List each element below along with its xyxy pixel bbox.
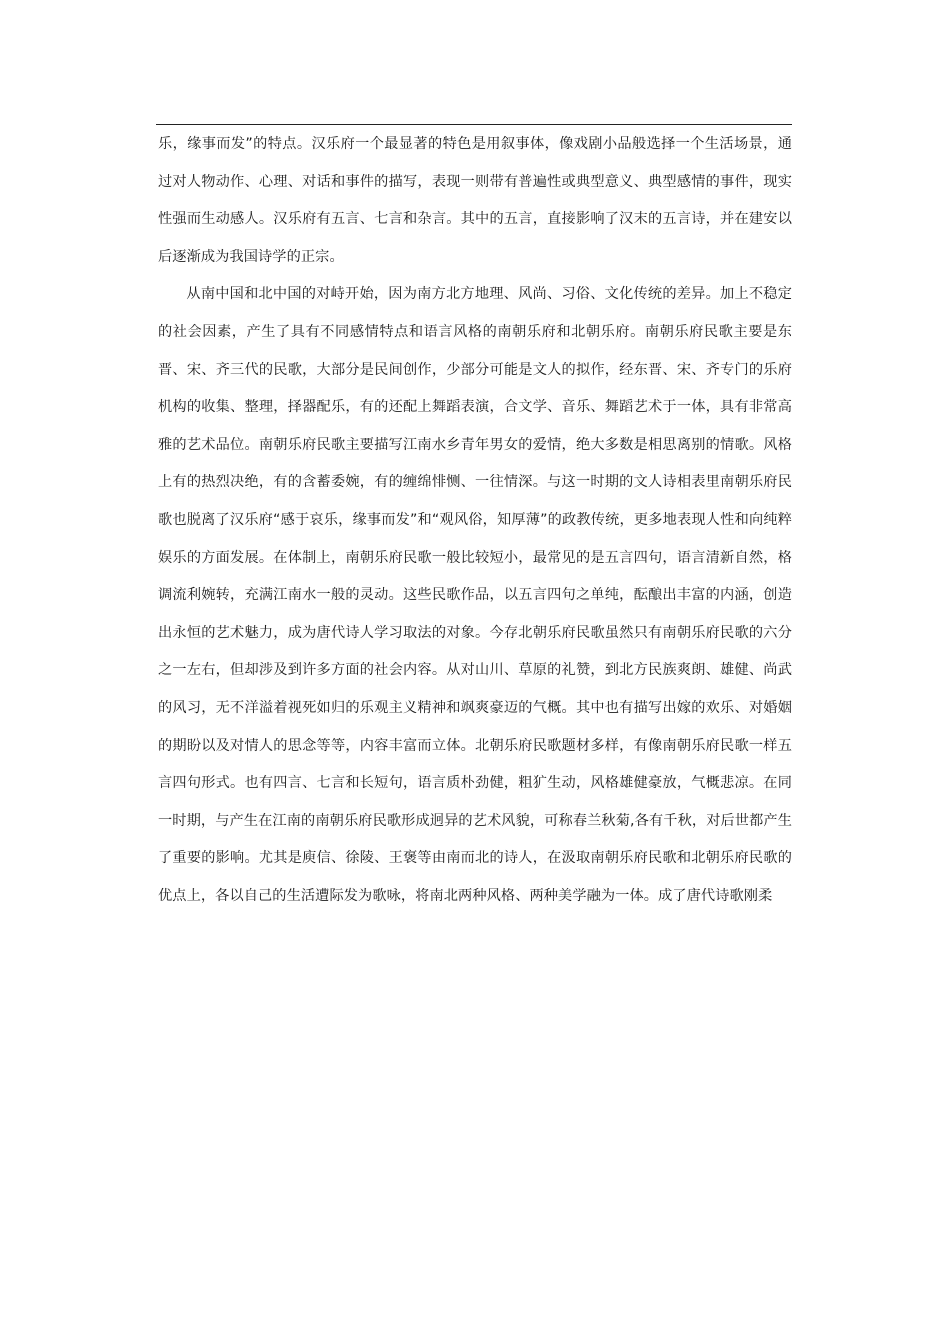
header-rule [156,124,792,125]
body-text [158,126,792,915]
paragraph-continuation: 乐，缘事而发”的特点。汉乐府一个最显著的特色是用叙事体，像戏剧小品般选择一个生活场景，通过对人物动作、心理、对话和事件的描写，表现一则带有普遍性或典型意义、典型感情的事件，现实性强而生动感人。汉乐府有五言、七言和杂言。其中的五言，直接影响了汉末的五言诗，并在建安以后逐渐成为我国诗学的正宗。 [158,136,792,265]
paragraph-north-south-yuefu: 从南中国和北中国的对峙开始，因为南方北方地理、风尚、习俗、文化传统的差异。加上不稳定的社会因素，产生了具有不同感情特点和语言风格的南朝乐府和北朝乐府。南朝乐府民歌主要是东晋、宋、齐三代的民歌，大部分是民间创作，少部分可能是文人的拟作，经东晋、宋、齐专门的乐府机构的收集、整理，择器配乐，有的还配上舞蹈表演，合文学、音乐、舞蹈艺术于一体，具有非常高雅的艺术品位。南朝乐府民歌主要描写江南水乡青年男女的爱情，绝大多数是相思离别的情歌。风格上有的热烈决绝，有的含蓄委婉，有的缠绵悱恻、一往情深。与这一时期的文人诗相表里南朝乐府民歌也脱离了汉乐府“感于哀乐，缘事而发”和“观风俗，知厚薄”的政教传统，更多地表现人性和向纯粹娱乐的方面发展。在体制上，南朝乐府民歌一般比较短小，最常见的是五言四句，语言清新自然，格调流利婉转，充满江南水一般的灵动。这些民歌作品，以五言四句之单纯，酝酿出丰富的内涵，创造出永恒的艺术魅力，成为唐代诗人学习取法的对象。今存北朝乐府民歌虽然只有南朝乐府民歌的六分之一左右，但却涉及到许多方面的社会内容。从对山川、草原的礼赞，到北方民族爽朗、雄健、尚武的风习，无不洋溢着视死如归的乐观主义精神和飒爽豪迈的气概。其中也有描写出嫁的欢乐、对婚姻的期盼以及对情人的思念等等，内容丰富而立体。北朝乐府民歌题材多样，有像南朝乐府民歌一样五言四句形式。也有四言、七言和长短句，语言质朴劲健，粗犷生动，风格雄健豪放，气概悲凉。在同一时期，与产生在江南的南朝乐府民歌形成迥异的艺术风貌，可称春兰秋菊,各有千秋，对后世都产生了重要的影响。尤其是庾信、徐陵、王褒等由南而北的诗人，在汲取南朝乐府民歌和北朝乐府民歌的优点上，各以自己的生活遭际发为歌咏，将南北两种风格、两种美学融为一体。成了唐代诗歌刚柔 [158,286,792,904]
